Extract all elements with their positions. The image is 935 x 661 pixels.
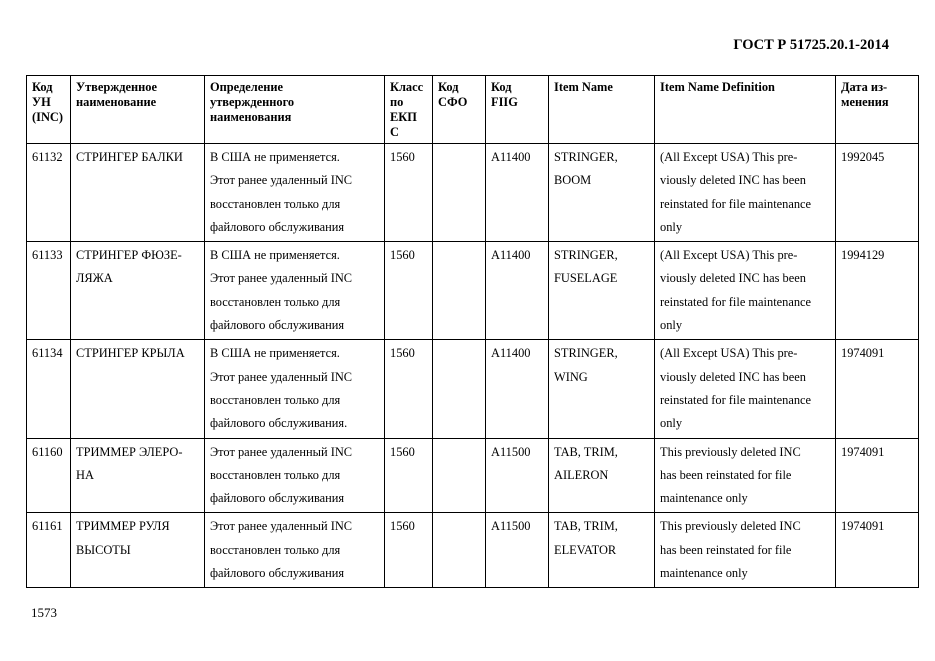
inc-cell [27, 340, 71, 438]
cell-text-line: ТРИММЕР ЭЛЕРО- [76, 444, 183, 459]
approved-name-cell [71, 340, 205, 438]
table-body [27, 144, 919, 588]
change-date-cell [836, 438, 919, 513]
header-text-line: наименования [210, 110, 292, 124]
cell-text-line: В США не применяется. [210, 150, 340, 164]
item-name-definition-cell [655, 144, 836, 242]
header-text-line: Дата из- [841, 80, 888, 94]
cell-text-line: A11500 [491, 444, 531, 459]
cell-text-line: ВЫСОТЫ [76, 542, 131, 557]
cell-text-line: This previously deleted INC [660, 444, 801, 459]
cell-text-line: 1992045 [841, 150, 885, 164]
table-row [27, 438, 919, 513]
cell-text-line: STRINGER, [554, 346, 618, 361]
approved-name-cell [71, 438, 205, 513]
cell-text-line: ТРИММЕР РУЛЯ [76, 519, 170, 534]
definition-cell [205, 144, 385, 242]
cell-text-line: viously deleted INC has been [660, 173, 806, 188]
cell-text-line: 1560 [390, 519, 415, 534]
cell-text-line: 1560 [390, 150, 415, 164]
header-text-line: наименование [76, 95, 157, 109]
header-change-date [836, 76, 919, 144]
inc-cell [27, 242, 71, 340]
header-text-line: менения [841, 95, 889, 109]
cell-text-line: reinstated for file maintenance [660, 294, 812, 309]
cell-text-line: файлового обслуживания [210, 491, 345, 506]
cell-text-line: AILERON [554, 467, 609, 482]
header-item-name-definition [655, 76, 836, 144]
sfo-code-cell [433, 513, 486, 588]
cell-text-line: 1560 [390, 248, 415, 263]
cell-text-line: Этот ранее удаленный INC [210, 173, 353, 188]
inc-cell [27, 144, 71, 242]
definition-cell [205, 438, 385, 513]
cell-text-line: 61133 [32, 248, 63, 263]
sfo-code-cell [433, 144, 486, 242]
cell-text-line: 1560 [390, 444, 415, 459]
cell-text-line: FUSELAGE [554, 271, 618, 286]
fiig-code-cell [486, 513, 549, 588]
sfo-code-cell [433, 340, 486, 438]
cell-text-line: файлового обслуживания [210, 219, 345, 234]
definition-cell [205, 242, 385, 340]
item-name-cell [549, 438, 655, 513]
fiig-code-cell [486, 438, 549, 513]
header-text-line: по [390, 95, 404, 109]
cell-text-line: ELEVATOR [554, 542, 617, 557]
header-text-line: УН [32, 95, 51, 109]
cell-text-line: reinstated for file maintenance [660, 196, 812, 211]
header-sfo-code [433, 76, 486, 144]
table-row [27, 340, 919, 438]
cell-text-line: only [660, 318, 683, 333]
cell-text-line: восстановлен только для [210, 467, 341, 482]
document-header: ГОСТ Р 51725.20.1-2014 [733, 37, 889, 53]
header-text-line: Item Name [554, 80, 613, 94]
cell-text-line: only [660, 416, 683, 431]
cell-text-line: (All Except USA) This pre- [660, 248, 798, 263]
cell-text-line: 61161 [32, 519, 63, 534]
header-text-line: С [390, 125, 399, 139]
cell-text-line: maintenance only [660, 566, 748, 581]
header-definition [205, 76, 385, 144]
cell-text-line: has been reinstated for file [660, 542, 792, 557]
sfo-code-cell [433, 242, 486, 340]
cell-text-line: viously deleted INC has been [660, 369, 806, 384]
cell-text-line: maintenance only [660, 491, 748, 506]
item-name-cell [549, 340, 655, 438]
approved-name-cell [71, 242, 205, 340]
cell-text-line: Этот ранее удаленный INC [210, 369, 353, 384]
header-text-line: СФО [438, 95, 468, 109]
header-text-line: Код [491, 80, 512, 94]
cell-text-line: восстановлен только для [210, 392, 341, 407]
table-row [27, 513, 919, 588]
approved-name-cell [71, 144, 205, 242]
definition-cell [205, 340, 385, 438]
cell-text-line: (All Except USA) This pre- [660, 346, 798, 361]
table-row [27, 242, 919, 340]
cell-text-line: STRINGER, [554, 248, 618, 263]
header-text-line: Утвержденное [76, 80, 157, 94]
cell-text-line: 1974091 [841, 519, 885, 534]
cell-text-line: восстановлен только для [210, 294, 341, 309]
cell-text-line: A11500 [491, 519, 531, 534]
header-approved-name [71, 76, 205, 144]
ekps-class-cell [385, 438, 433, 513]
definition-cell [205, 513, 385, 588]
cell-text-line: 1560 [390, 346, 415, 361]
header-text-line: Код [32, 80, 53, 94]
item-name-cell [549, 513, 655, 588]
sfo-code-cell [433, 438, 486, 513]
header-text-line: утвержденного [210, 95, 295, 109]
item-name-definition-cell [655, 340, 836, 438]
change-date-cell [836, 513, 919, 588]
header-inc [27, 76, 71, 144]
item-name-definition-cell [655, 438, 836, 513]
fiig-code-cell [486, 242, 549, 340]
cell-text-line: only [660, 219, 683, 234]
approved-name-cell [71, 513, 205, 588]
cell-text-line: 1994129 [841, 248, 885, 263]
cell-text-line: 1974091 [841, 444, 885, 459]
item-name-cell [549, 144, 655, 242]
table-row [27, 144, 919, 242]
cell-text-line: восстановлен только для [210, 196, 341, 211]
change-date-cell [836, 144, 919, 242]
ekps-class-cell [385, 144, 433, 242]
cell-text-line: TAB, TRIM, [554, 519, 618, 534]
cell-text-line: viously deleted INC has been [660, 271, 806, 286]
cell-text-line: A11400 [491, 248, 531, 263]
cell-text-line: WING [554, 369, 588, 384]
cell-text-line: TAB, TRIM, [554, 444, 618, 459]
cell-text-line: В США не применяется. [210, 248, 340, 263]
cell-text-line: 61132 [32, 150, 63, 164]
item-name-definition-cell [655, 242, 836, 340]
cell-text-line: файлового обслуживания [210, 566, 345, 581]
inc-cell [27, 438, 71, 513]
cell-text-line: 1974091 [841, 346, 885, 361]
cell-text-line: STRINGER, [554, 150, 618, 164]
cell-text-line: 61160 [32, 444, 63, 459]
cell-text-line: СТРИНГЕР ФЮЗЕ- [76, 248, 182, 263]
header-fiig-code [486, 76, 549, 144]
cell-text-line: has been reinstated for file [660, 467, 792, 482]
table-header-row [27, 76, 919, 144]
cell-text-line: СТРИНГЕР БАЛКИ [76, 150, 183, 164]
header-text-line: Item Name Definition [660, 80, 775, 94]
cell-text-line: ЛЯЖА [76, 271, 113, 286]
change-date-cell [836, 242, 919, 340]
cell-text-line: Этот ранее удаленный INC [210, 519, 353, 534]
header-text-line: FIIG [491, 95, 518, 109]
page-number: 1573 [31, 605, 57, 620]
item-name-cell [549, 242, 655, 340]
header-ekps-class [385, 76, 433, 144]
cell-text-line: BOOM [554, 173, 592, 188]
cell-text-line: 61134 [32, 346, 63, 361]
header-text-line: (INC) [32, 110, 63, 124]
cell-text-line: восстановлен только для [210, 542, 341, 557]
cell-text-line: НА [76, 467, 94, 482]
ekps-class-cell [385, 513, 433, 588]
ekps-class-cell [385, 242, 433, 340]
cell-text-line: файлового обслуживания. [210, 416, 348, 431]
inc-table [26, 75, 919, 588]
cell-text-line: reinstated for file maintenance [660, 392, 812, 407]
fiig-code-cell [486, 144, 549, 242]
change-date-cell [836, 340, 919, 438]
cell-text-line: A11400 [491, 150, 531, 164]
cell-text-line: A11400 [491, 346, 531, 361]
header-item-name [549, 76, 655, 144]
cell-text-line: Этот ранее удаленный INC [210, 444, 353, 459]
cell-text-line: СТРИНГЕР КРЫЛА [76, 346, 185, 361]
header-text-line: Определение [210, 80, 284, 94]
ekps-class-cell [385, 340, 433, 438]
cell-text-line: This previously deleted INC [660, 519, 801, 534]
header-text-line: ЕКП [390, 110, 417, 124]
cell-text-line: (All Except USA) This pre- [660, 150, 798, 164]
cell-text-line: Этот ранее удаленный INC [210, 271, 353, 286]
inc-cell [27, 513, 71, 588]
item-name-definition-cell [655, 513, 836, 588]
cell-text-line: файлового обслуживания [210, 318, 345, 333]
fiig-code-cell [486, 340, 549, 438]
header-text-line: Класс [390, 80, 424, 94]
cell-text-line: В США не применяется. [210, 346, 340, 361]
header-text-line: Код [438, 80, 459, 94]
